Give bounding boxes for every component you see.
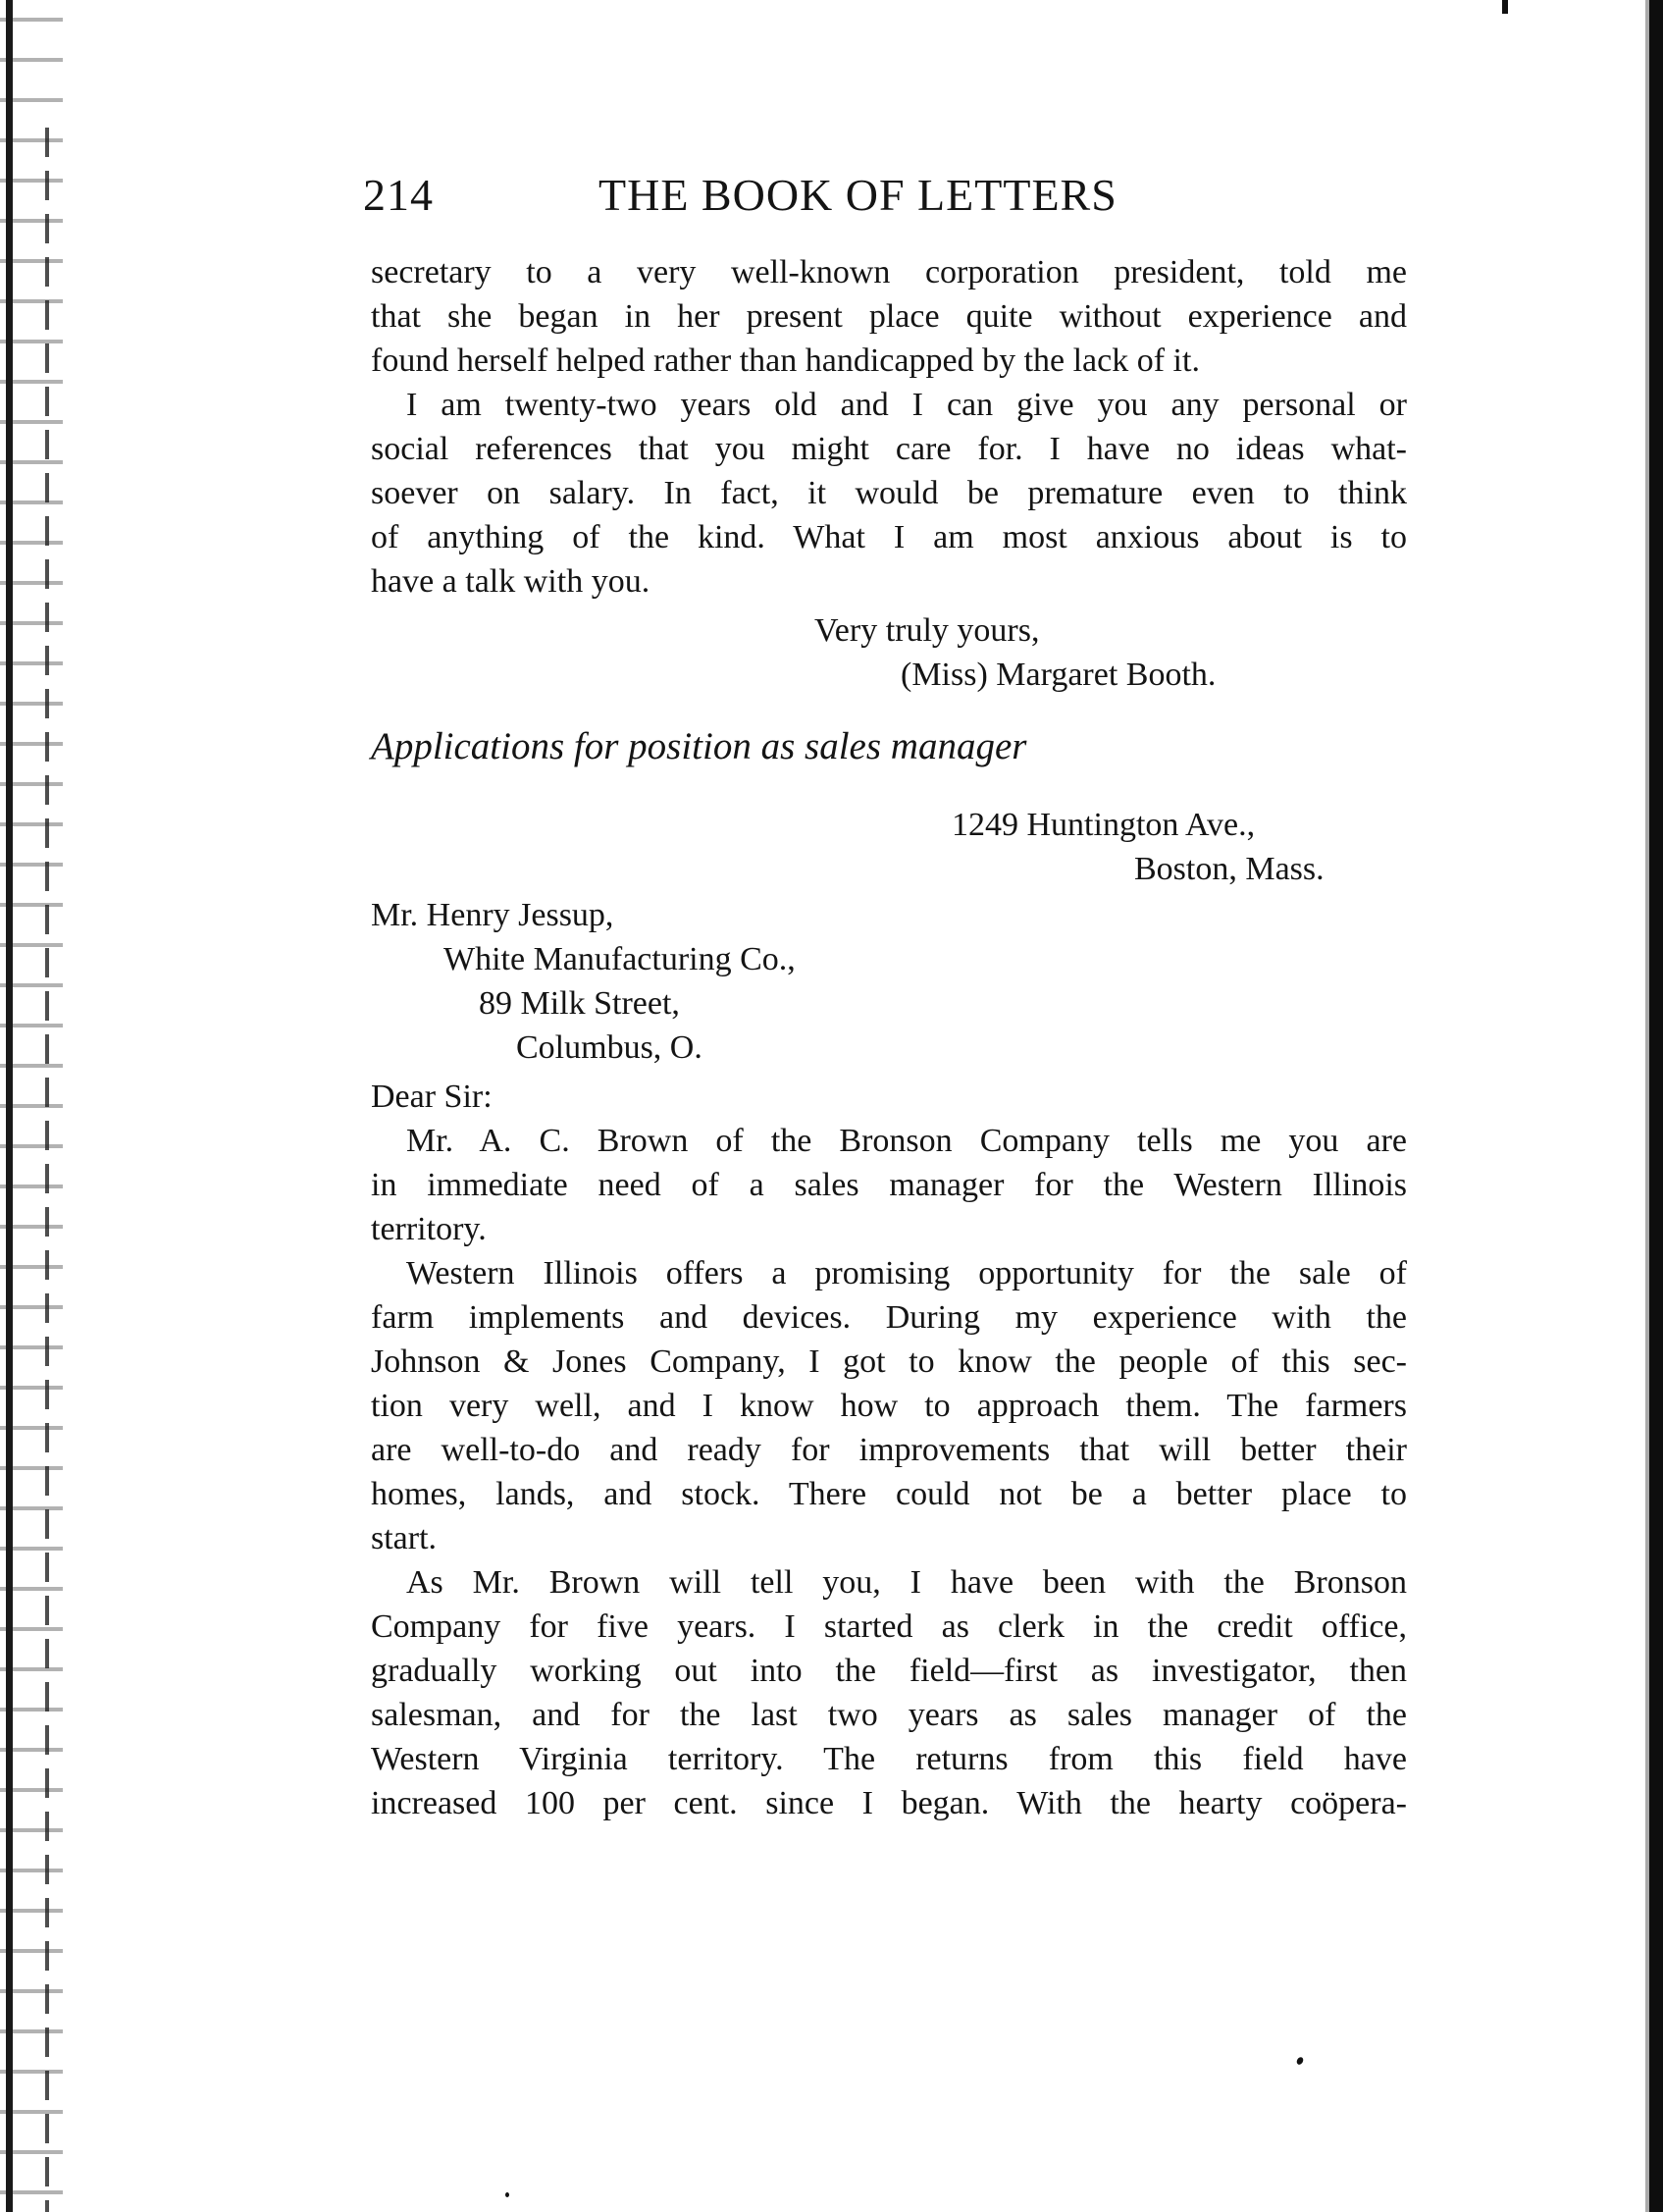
page-number: 214 [363, 170, 434, 220]
body-line: gradually working out into the field—first as investigator, then [371, 1653, 1407, 1689]
running-head [363, 169, 1403, 228]
body-line: salesman, and for the last two years as sales manager of the [371, 1697, 1407, 1733]
body-line: in immediate need of a sales manager for the Western Illinois [371, 1167, 1407, 1203]
body-line: territory. [371, 1211, 487, 1247]
recipient-line: Columbus, O. [516, 1029, 702, 1066]
scan-binding-edge [6, 0, 13, 2212]
body-line: Mr. A. C. Brown of the Bronson Company tells me you are [406, 1123, 1407, 1159]
body-line: homes, lands, and stock. There could not be a better place to [371, 1476, 1407, 1512]
body-line: Johnson & Jones Company, I got to know the people of this sec- [371, 1343, 1407, 1380]
scan-speck [505, 2192, 509, 2197]
body-line: Western Virginia territory. The returns from this field have [371, 1741, 1407, 1777]
body-line: found herself helped rather than handicapped by the lack of it. [371, 342, 1200, 379]
body-line: I am twenty-two years old and I can give you any personal or [406, 387, 1407, 423]
body-line: start. [371, 1520, 438, 1556]
scan-right-edge [1649, 0, 1663, 2212]
body-line: As Mr. Brown will tell you, I have been with the Bronson [406, 1564, 1407, 1601]
section-heading: Applications for position as sales manager [371, 725, 1027, 767]
body-line: are well-to-do and ready for improvements that will better their [371, 1432, 1407, 1468]
sender-address-line: 1249 Huntington Ave., [952, 807, 1256, 843]
recipient-line: 89 Milk Street, [479, 985, 680, 1022]
letter-closing: Very truly yours, [814, 612, 1040, 649]
body-line: Western Illinois offers a promising opportunity for the sale of [406, 1255, 1407, 1291]
running-title: THE BOOK OF LETTERS [598, 170, 1117, 220]
body-line: increased 100 per cent. since I began. With the hearty coöpera- [371, 1785, 1407, 1821]
scan-binding-stitch [45, 128, 49, 2212]
body-line: have a talk with you. [371, 563, 650, 600]
body-line: soever on salary. In fact, it would be premature even to think [371, 475, 1407, 511]
scan-speck [1295, 2056, 1304, 2066]
body-line: that she began in her present place quite without experience and [371, 298, 1407, 335]
body-line: of anything of the kind. What I am most anxious about is to [371, 519, 1407, 555]
scan-top-mark [1502, 0, 1508, 14]
body-line: farm implements and devices. During my experience with the [371, 1299, 1407, 1336]
body-line: Company for five years. I started as clerk in the credit office, [371, 1608, 1407, 1645]
body-line: social references that you might care for. I have no ideas what- [371, 431, 1407, 467]
sender-address-line: Boston, Mass. [1134, 851, 1325, 887]
letter-signature: (Miss) Margaret Booth. [901, 657, 1217, 693]
salutation: Dear Sir: [371, 1079, 493, 1115]
body-line: secretary to a very well-known corporation president, told me [371, 254, 1407, 290]
recipient-line: White Manufacturing Co., [443, 941, 796, 977]
body-line: tion very well, and I know how to approach them. The farmers [371, 1388, 1407, 1424]
recipient-line: Mr. Henry Jessup, [371, 897, 614, 933]
